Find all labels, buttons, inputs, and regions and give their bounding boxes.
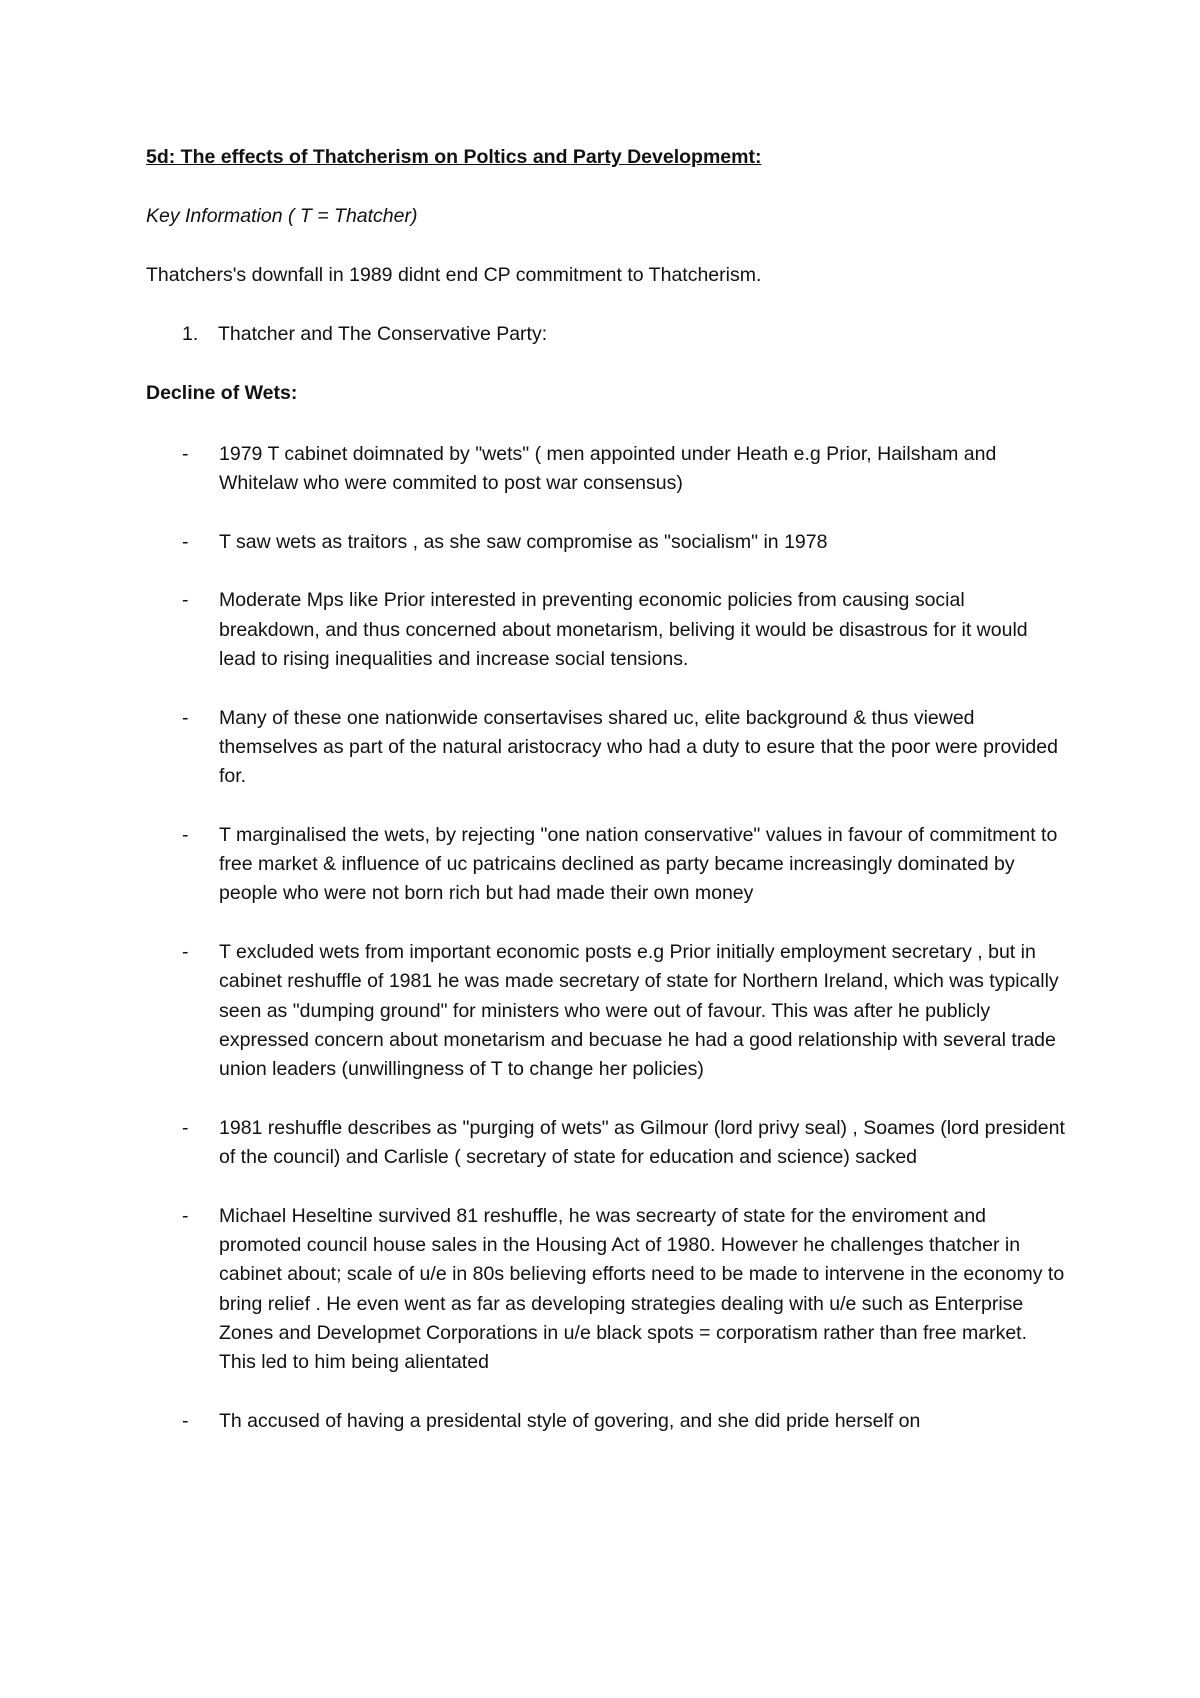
bullet-text: Moderate Mps like Prior interested in preventing economic policies from causing social breakdown, and thus concerned about monetarism, beliving it would be disastrous for it would lead to rising inequalities and increase social tensions. [219, 589, 1028, 671]
section-heading: Decline of Wets: [146, 382, 298, 404]
bullet-item [146, 586, 1066, 674]
numbered-list-item [182, 323, 547, 346]
bullet-text: T excluded wets from important economic posts e.g Prior initially employment secretary , but in cabinet reshuffle of 1981 he was made secretary of state for Northern Ireland, which was typically seen as "dumping ground" for ministers who were out of favour. This was after he publicly expressed concern about monetarism and becuase he had a good relationship with several trade union leaders (unwillingness of T to change her policies) [219, 941, 1059, 1081]
bullet-dash: - [182, 706, 189, 729]
bullet-item [146, 821, 1066, 909]
bullet-item [146, 440, 1066, 499]
bullet-text: Many of these one nationwide consertavises shared uc, elite background & thus viewed themselves as part of the natural aristocracy who had a duty to esure that the poor were provided for. [219, 706, 1058, 788]
bullet-dash: - [182, 443, 189, 465]
bullet-item [146, 704, 1066, 792]
bullet-list [146, 440, 1066, 1465]
bullet-item [146, 1202, 1066, 1378]
bullet-dash: - [182, 1409, 189, 1432]
list-item-text: Thatcher and The Conservative Party: [218, 323, 548, 345]
bullet-text: 1981 reshuffle describes as "purging of wets" as Gilmour (lord privy seal) , Soames (lord president of the council) and Carlisle ( secretary of state for education and science) sacked [219, 1116, 1065, 1169]
intro-paragraph: Thatchers's downfall in 1989 didnt end CP commitment to Thatcherism. [146, 264, 762, 286]
bullet-text: 1979 T cabinet doimnated by "wets" ( men appointed under Heath e.g Prior, Hailsham and Whitelaw who were commited to post war consensus) [219, 443, 997, 495]
bullet-dash: - [182, 941, 189, 964]
bullet-dash: - [182, 530, 189, 553]
bullet-text: T marginalised the wets, by rejecting "one nation conservative" values in favour of commitment to free market & influence of uc patricains declined as party became increasingly dominated by people who were not born rich but had made their own money [219, 823, 1058, 905]
list-number: 1. [182, 323, 199, 345]
bullet-dash: - [182, 1204, 189, 1227]
bullet-text: Michael Heseltine survived 81 reshuffle, he was secrearty of state for the enviroment and promoted council house sales in the Housing Act of 1980. However he challenges thatcher in cabinet about; scale of u/e in 80s believing efforts need to be made to intervene in the economy to bring relief . He even went as far as developing strategies dealing with u/e such as Enterprise Zones and Developmet Corporations in u/e black spots = corporatism rather than free market. This led to him being alientated [219, 1204, 1065, 1374]
bullet-dash: - [182, 823, 189, 846]
bullet-item [146, 1114, 1066, 1173]
bullet-item [146, 938, 1066, 1084]
key-information-label: Key Information ( T = Thatcher) [146, 205, 418, 227]
bullet-text: T saw wets as traitors , as she saw compromise as "socialism" in 1978 [219, 530, 828, 553]
bullet-dash: - [182, 589, 189, 612]
bullet-text: Th accused of having a presidental style of govering, and she did pride herself on [219, 1409, 921, 1432]
document-title: 5d: The effects of Thatcherism on Poltics and Party Developmemt: [146, 146, 762, 168]
bullet-item [146, 1407, 1066, 1436]
bullet-dash: - [182, 1116, 189, 1139]
bullet-item [146, 528, 1066, 557]
